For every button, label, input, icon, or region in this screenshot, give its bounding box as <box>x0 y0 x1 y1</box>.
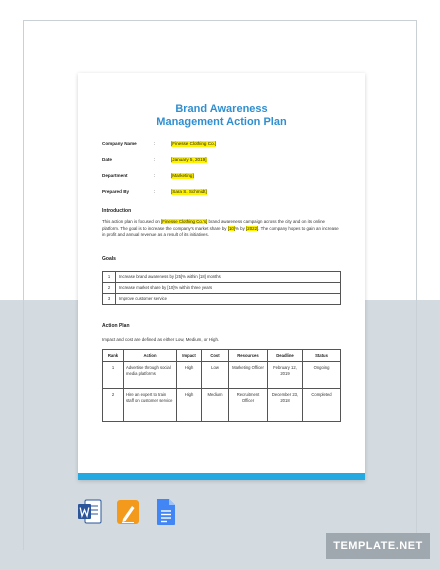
col-header: Action <box>124 350 177 362</box>
goal-text: Improve customer service <box>116 293 341 304</box>
meta-row-date <box>102 157 341 173</box>
cell-action: Hire an expert to train staff on customer service <box>124 389 177 422</box>
frame-line-right <box>416 20 417 550</box>
cell-resources: Marketing Officer <box>229 362 268 389</box>
meta-value: [Sara S. Schmidt] <box>171 189 207 194</box>
table-row <box>103 293 341 304</box>
document-page <box>78 73 365 480</box>
meta-colon: : <box>154 189 156 194</box>
table-header-row <box>103 350 341 362</box>
intro-year-highlight: [2022] <box>246 225 259 231</box>
intro-text-2: brand awareness campaign across the city and on its online platform. The goal is to increase the company's market share by <box>102 219 325 231</box>
frame-line-left <box>23 20 24 550</box>
cell-cost: Medium <box>202 389 229 422</box>
document-title <box>102 103 341 129</box>
cell-impact: High <box>177 389 202 422</box>
introduction-paragraph <box>102 219 341 239</box>
introduction-heading: Introduction <box>102 208 132 214</box>
format-icons <box>78 498 178 526</box>
goal-number: 2 <box>103 282 116 293</box>
cell-resources: Recruitment Officer <box>229 389 268 422</box>
meta-value: [Finesse Clothing Co.] <box>171 141 217 146</box>
document-accent-bar <box>78 473 365 480</box>
meta-colon: : <box>154 173 156 178</box>
col-header: Impact <box>177 350 202 362</box>
pages-icon[interactable] <box>116 498 140 526</box>
intro-text-4: . The company hopes to gain an increase in profit and annual revenue as a result of its initiatives. <box>102 225 339 238</box>
cell-deadline: February 12, 2019 <box>268 362 303 389</box>
meta-label: Department <box>102 173 128 178</box>
action-plan-table <box>102 349 341 422</box>
meta-label: Company Name <box>102 141 137 146</box>
goal-number: 1 <box>103 271 116 282</box>
title-line-2: Management Action Plan <box>156 116 287 128</box>
meta-colon: : <box>154 157 156 162</box>
meta-label: Date <box>102 157 112 162</box>
goal-text: Increase market share by [10]% within three years <box>116 282 341 293</box>
cell-rank: 2 <box>103 389 124 422</box>
cell-status: Completed <box>303 389 341 422</box>
table-row <box>103 282 341 293</box>
meta-row-prepared-by <box>102 189 341 205</box>
meta-block <box>102 141 341 205</box>
cell-rank: 1 <box>103 362 124 389</box>
meta-label: Prepared By <box>102 189 130 194</box>
cell-status: Ongoing <box>303 362 341 389</box>
meta-value: [January 5, 2019] <box>171 157 207 162</box>
col-header: Resources <box>229 350 268 362</box>
intro-text-1: This action plan is focused on <box>102 219 162 224</box>
intro-company-highlight: [Finesse Clothing Co.'s] <box>161 219 208 224</box>
col-header: Cost <box>202 350 229 362</box>
col-header: Rank <box>103 350 124 362</box>
table-row <box>103 271 341 282</box>
cell-impact: High <box>177 362 202 389</box>
goal-text: Increase brand awareness by [25]% within [18] months <box>116 271 341 282</box>
col-header: Status <box>303 350 341 362</box>
cell-deadline: December 23, 2018 <box>268 389 303 422</box>
col-header: Deadline <box>268 350 303 362</box>
google-docs-icon[interactable] <box>154 498 178 526</box>
word-icon[interactable] <box>78 498 102 526</box>
cell-action: Advertise through social media platforms <box>124 362 177 389</box>
meta-value: [Marketing] <box>171 173 194 178</box>
table-row <box>103 389 341 422</box>
title-line-1: Brand Awareness <box>175 103 268 115</box>
action-plan-note: Impact and cost are defined as either Low, Medium, or High. <box>102 336 220 342</box>
cell-cost: Low <box>202 362 229 389</box>
meta-colon: : <box>154 141 156 146</box>
meta-row-department <box>102 173 341 189</box>
intro-text-3: % by <box>235 225 247 231</box>
goals-heading: Goals <box>102 255 116 262</box>
template-net-badge[interactable]: TEMPLATE.NET <box>326 533 430 559</box>
goal-number: 3 <box>103 293 116 304</box>
table-row <box>103 362 341 389</box>
intro-share-highlight: [10] <box>227 225 236 231</box>
goals-table <box>102 271 341 305</box>
action-plan-heading: Action Plan <box>102 322 130 329</box>
meta-row-company <box>102 141 341 157</box>
frame-line-top <box>23 20 417 21</box>
